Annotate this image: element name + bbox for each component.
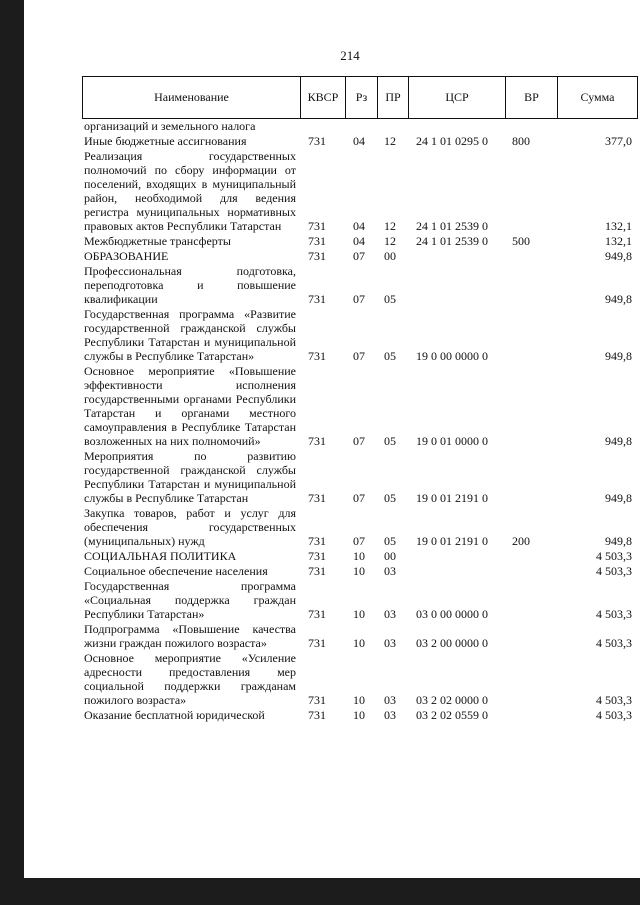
row-csr: 19 0 00 0000 0 (416, 349, 488, 363)
row-kvsr: 731 (308, 636, 326, 650)
row-pr: 03 (384, 607, 396, 621)
row-pr: 03 (384, 693, 396, 707)
row-csr: 19 0 01 2191 0 (416, 534, 488, 548)
row-rz: 07 (353, 349, 365, 363)
row-name: Профессиональная подготовка, переподготовка и повышение квалификации (84, 264, 296, 306)
row-kvsr: 731 (308, 693, 326, 707)
row-kvsr: 731 (308, 219, 326, 233)
table-row (82, 449, 638, 505)
table-header (82, 76, 638, 119)
row-csr: 24 1 01 0295 0 (416, 134, 488, 148)
row-kvsr: 731 (308, 549, 326, 563)
row-pr: 00 (384, 249, 396, 263)
row-vr: 500 (512, 234, 530, 248)
row-pr: 03 (384, 636, 396, 650)
row-kvsr: 731 (308, 491, 326, 505)
row-name: Государственная программа «Социальная поддержка граждан Республики Татарстан» (84, 579, 296, 621)
row-sum: 4 503,3 (596, 607, 632, 621)
row-rz: 10 (353, 708, 365, 722)
scan-edge-left (0, 0, 24, 905)
row-sum: 4 503,3 (596, 549, 632, 563)
row-name: Закупка товаров, работ и услуг для обеспечения государственных (муниципальных) нужд (84, 506, 296, 548)
row-rz: 10 (353, 607, 365, 621)
row-sum: 4 503,3 (596, 693, 632, 707)
row-name: Реализация государственных полномочий по сбору информации от поселений, входящих в муниципальный район, необходимой для ведения регистра муниципальных нормативных правовых актов Республики Татарстан (84, 149, 296, 233)
row-sum: 377,0 (605, 134, 632, 148)
budget-table (82, 76, 638, 722)
row-kvsr: 731 (308, 292, 326, 306)
row-pr: 05 (384, 534, 396, 548)
table-row (82, 564, 638, 578)
row-sum: 132,1 (605, 219, 632, 233)
row-pr: 03 (384, 708, 396, 722)
table-row (82, 708, 638, 722)
row-name: ОБРАЗОВАНИЕ (84, 249, 169, 263)
row-pr: 03 (384, 564, 396, 578)
row-kvsr: 731 (308, 349, 326, 363)
row-pr: 05 (384, 434, 396, 448)
header-pr: ПР (377, 77, 408, 118)
row-rz: 07 (353, 249, 365, 263)
table-row (82, 249, 638, 263)
table-row (82, 364, 638, 448)
row-kvsr: 731 (308, 708, 326, 722)
row-sum: 949,8 (605, 292, 632, 306)
row-name: Основное мероприятие «Повышение эффективности исполнения государственными органами Республики Татарстан и органами местного самоуправления в Республике Татарстан возложенных на них полномочий» (84, 364, 296, 448)
page-number: 214 (340, 48, 360, 63)
table-row (82, 622, 638, 650)
row-name: Межбюджетные трансферты (84, 234, 231, 248)
row-rz: 07 (353, 491, 365, 505)
row-name: Иные бюджетные ассигнования (84, 134, 247, 148)
table-row (82, 579, 638, 621)
row-csr: 03 0 00 0000 0 (416, 607, 488, 621)
header-vr: ВР (505, 77, 557, 118)
row-sum: 949,8 (605, 349, 632, 363)
row-rz: 07 (353, 534, 365, 548)
row-kvsr: 731 (308, 134, 326, 148)
row-name: Основное мероприятие «Усиление адресности предоставления мер социальной поддержки гражданам пожилого возраста» (84, 651, 296, 707)
row-sum: 4 503,3 (596, 564, 632, 578)
row-kvsr: 731 (308, 249, 326, 263)
row-pr: 05 (384, 491, 396, 505)
table-row (82, 651, 638, 707)
row-name: Социальное обеспечение населения (84, 564, 268, 578)
row-pr: 12 (384, 234, 396, 248)
row-rz: 04 (353, 234, 365, 248)
header-rz: Рз (345, 77, 377, 118)
row-pr: 05 (384, 349, 396, 363)
table-row (82, 307, 638, 363)
row-csr: 03 2 02 0000 0 (416, 693, 488, 707)
table-row (82, 134, 638, 148)
row-sum: 949,8 (605, 491, 632, 505)
row-kvsr: 731 (308, 234, 326, 248)
row-csr: 24 1 01 2539 0 (416, 234, 488, 248)
row-pr: 12 (384, 134, 396, 148)
row-csr: 03 2 02 0559 0 (416, 708, 488, 722)
row-sum: 949,8 (605, 434, 632, 448)
header-name: Наименование (154, 90, 229, 104)
table-row (82, 549, 638, 563)
row-rz: 10 (353, 636, 365, 650)
row-name: Мероприятия по развитию государственной гражданской службы Республики Татарстан и муниципальной службы в Республике Татарстан (84, 449, 296, 505)
row-name: Оказание бесплатной юридической (84, 708, 265, 722)
header-sum: Сумма (557, 77, 637, 118)
table-row (82, 264, 638, 306)
row-sum: 132,1 (605, 234, 632, 248)
row-rz: 04 (353, 219, 365, 233)
row-csr: 03 2 00 0000 0 (416, 636, 488, 650)
row-rz: 07 (353, 292, 365, 306)
row-pr: 00 (384, 549, 396, 563)
scan-edge-bottom (0, 878, 640, 905)
row-rz: 10 (353, 693, 365, 707)
row-name: СОЦИАЛЬНАЯ ПОЛИТИКА (84, 549, 237, 563)
table-row (82, 234, 638, 248)
header-kvsr: КВСР (300, 77, 345, 118)
row-name: организаций и земельного налога (84, 119, 256, 133)
row-rz: 07 (353, 434, 365, 448)
table-row (82, 506, 638, 548)
row-kvsr: 731 (308, 564, 326, 578)
row-kvsr: 731 (308, 534, 326, 548)
table-row (82, 149, 638, 233)
row-rz: 04 (353, 134, 365, 148)
header-csr: ЦСР (408, 77, 505, 118)
row-name: Подпрограмма «Повышение качества жизни граждан пожилого возраста» (84, 622, 296, 650)
row-kvsr: 731 (308, 607, 326, 621)
row-kvsr: 731 (308, 434, 326, 448)
row-rz: 10 (353, 549, 365, 563)
row-sum: 949,8 (605, 534, 632, 548)
row-csr: 19 0 01 0000 0 (416, 434, 488, 448)
row-name: Государственная программа «Развитие государственной гражданской службы Республики Татарстан и муниципальной службы в Республике Татарстан» (84, 307, 296, 363)
row-sum: 4 503,3 (596, 708, 632, 722)
row-vr: 200 (512, 534, 530, 548)
row-sum: 949,8 (605, 249, 632, 263)
row-pr: 05 (384, 292, 396, 306)
row-rz: 10 (353, 564, 365, 578)
row-csr: 24 1 01 2539 0 (416, 219, 488, 233)
row-pr: 12 (384, 219, 396, 233)
row-sum: 4 503,3 (596, 636, 632, 650)
table-body (82, 119, 638, 722)
table-row (82, 119, 638, 133)
row-vr: 800 (512, 134, 530, 148)
row-csr: 19 0 01 2191 0 (416, 491, 488, 505)
